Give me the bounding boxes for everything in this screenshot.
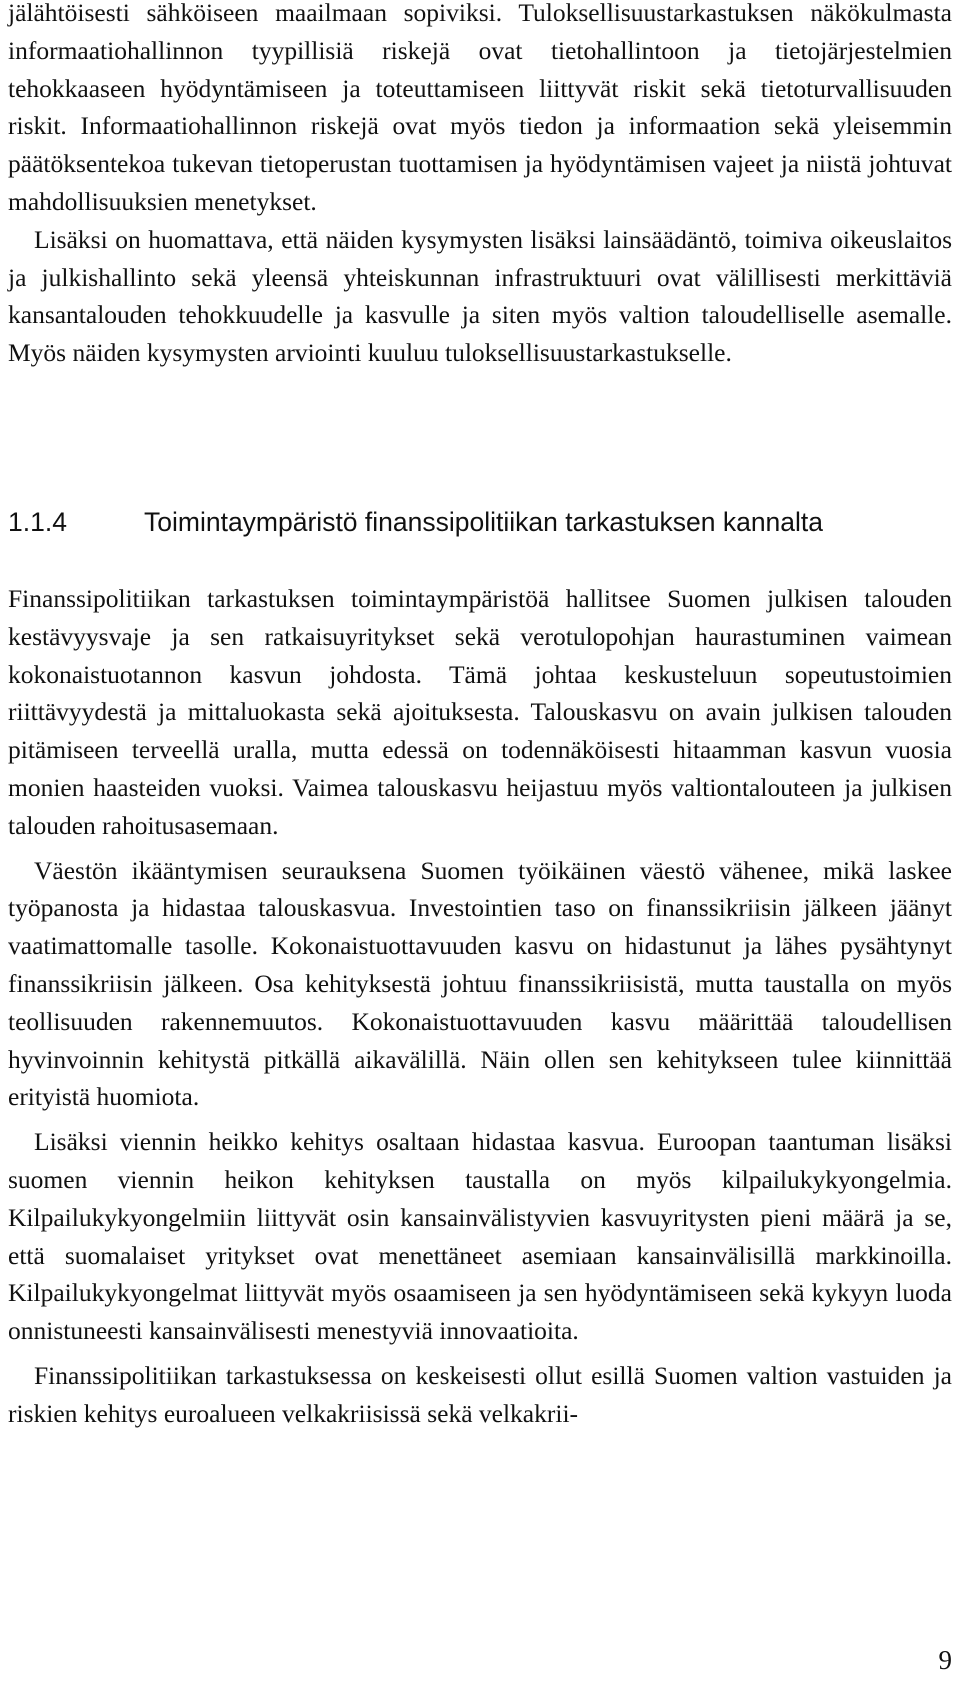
section-title: Toimintaympäristö finanssipolitiikan tarkastuksen kannalta <box>144 506 824 537</box>
paragraph-population-ageing: Väestön ikääntymisen seurauksena Suomen työikäinen väestö vähenee, mikä laskee työpanosta ja hidastaa talouskasvua. Investointien taso on finanssikriisin jälkeen jäänyt vaatimattomalle tasolle. Kokonaistuottavuuden kasvu on hidastunut ja lähes pysähtynyt finanssikriisin jälkeen. Osa kehityksestä johtuu finanssikriisistä, mutta taustalla on myös teollisuuden rakennemuutos. Kokonaistuottavuuden kasvu määrittää taloudellisen hyvinvoinnin kehitystä pitkällä aikavälillä. Näin ollen sen kehitykseen tulee kiinnittää erityistä huomiota. <box>8 855 952 1112</box>
paragraph-state-liabilities: Finanssipolitiikan tarkastuksessa on keskeisesti ollut esillä Suomen valtion vastuiden ja riskien kehitys euroalueen velkakriisissä sekä velkakrii- <box>8 1360 952 1428</box>
paragraph-information-management-risks: jälähtöisesti sähköiseen maailmaan sopiviksi. Tuloksellisuustarkastuksen näkökulmasta informaatiohallinnon tyypillisiä riskejä ovat tietohallintoon ja tietojärjestelmien tehokkaaseen hyödyntämiseen ja toteuttamiseen liittyvät riskit sekä tietoturvallisuuden riskit. Informaatiohallinnon riskejä ovat myös tiedon ja informaation sekä yleisemmin päätöksentekoa tukevan tietoperustan tuottamisen ja hyödyntämisen vajeet ja niistä johtuvat mahdollisuuksien menetykset. <box>8 0 952 216</box>
top-text-block <box>8 0 952 372</box>
paragraph-fiscal-environment: Finanssipolitiikan tarkastuksen toimintaympäristöä hallitsee Suomen julkisen talouden kestävyysvaje ja sen ratkaisuyritykset sekä verotulopohjan haurastuminen vaimean kokonaistuotannon kasvun johdosta. Tämä johtaa keskusteluun sopeutustoimien riittävyydestä ja mittaluokasta sekä ajoituksesta. Talouskasvu on avain julkisen talouden pitämiseen terveellä uralla, mutta edessä on todennäköisesti hitaamman kasvun vuosia monien haasteiden vuoksi. Vaimea talouskasvu heijastuu myös valtiontalouteen ja julkisen talouden rahoitusasemaan. <box>8 584 952 840</box>
section-heading <box>8 502 952 542</box>
page-number: 9 <box>938 1645 952 1675</box>
bottom-text-block <box>8 580 952 1433</box>
paragraph-legislation-infrastructure: Lisäksi on huomattava, että näiden kysymysten lisäksi lainsäädäntö, toimiva oikeuslaitos ja julkishallinto sekä yleensä yhteiskunnan infrastruktuuri ovat välillisesti merkittäviä kansantalouden tehokkuudelle ja kasvulle ja siten myös valtion taloudelliselle asemalle. Myös näiden kysymysten arviointi kuuluu tuloksellisuustarkastukselle. <box>8 224 952 368</box>
section-number: 1.1.4 <box>8 506 67 537</box>
paragraph-exports: Lisäksi viennin heikko kehitys osaltaan hidastaa kasvua. Euroopan taantuman lisäksi suomen viennin heikon kehityksen taustalla on myös kilpailukykyongelmia. Kilpailukykyongelmiin liittyvät osin kansainvälistyvien kasvuyritysten pieni määrä ja se, että suomalaiset yritykset ovat menettäneet asemiaan kansainvälisillä markkinoilla. Kilpailukykyongelmat liittyvät myös osaamiseen ja sen hyödyntämiseen sekä kykyyn luoda onnistuneesti kansainvälisesti menestyviä innovaatioita. <box>8 1127 952 1346</box>
